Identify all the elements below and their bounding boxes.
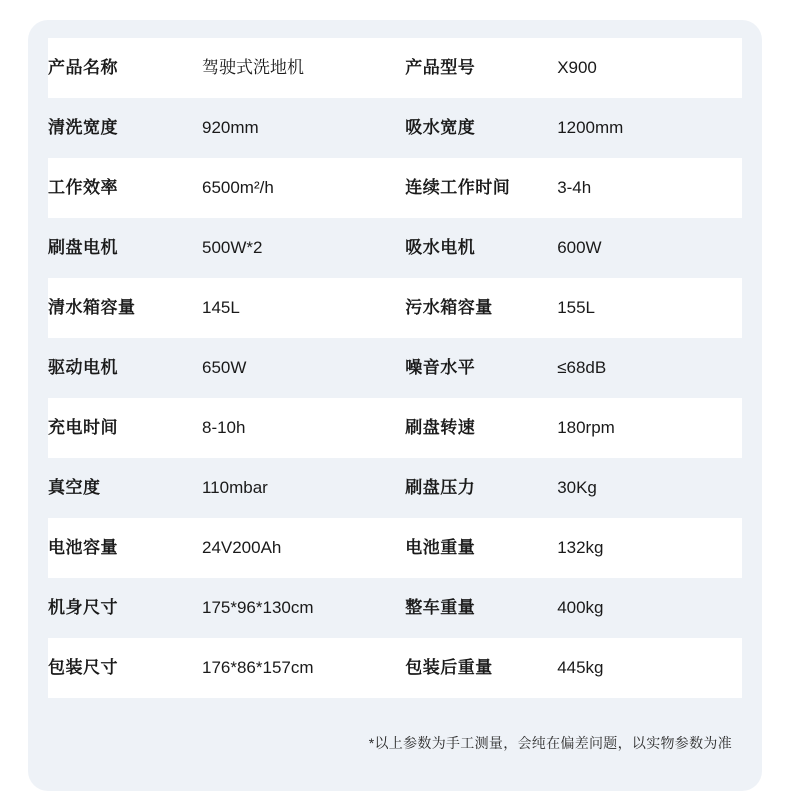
spec-value: 180rpm: [557, 417, 615, 437]
table-row: [48, 38, 742, 98]
footnote-text: *以上参数为手工测量，会纯在偏差问题，以实物参数为准: [368, 735, 732, 751]
spec-label: 充电时间: [48, 417, 118, 437]
specification-card: [28, 20, 762, 791]
table-row: [48, 218, 742, 278]
spec-value: 110mbar: [201, 477, 268, 497]
table-row: [48, 98, 742, 158]
spec-value: 6500m²/h: [201, 177, 274, 197]
spec-label: 连续工作时间: [405, 177, 511, 197]
spec-value: 驾驶式洗地机: [201, 57, 304, 77]
spec-label: 产品型号: [405, 57, 476, 77]
spec-value: 176*86*157cm: [201, 657, 314, 677]
spec-label: 吸水电机: [405, 237, 476, 257]
spec-label: 电池容量: [48, 537, 118, 557]
spec-label: 噪音水平: [405, 357, 476, 377]
spec-value: 500W*2: [201, 237, 263, 257]
spec-value: 3-4h: [557, 177, 592, 197]
spec-value: 920mm: [201, 117, 259, 137]
table-row: [48, 338, 742, 398]
spec-value: 145L: [201, 297, 240, 317]
spec-value: 445kg: [557, 657, 604, 677]
spec-label: 机身尺寸: [48, 597, 118, 617]
spec-label: 真空度: [48, 477, 101, 497]
spec-label: 驱动电机: [48, 357, 118, 377]
table-row: [48, 638, 742, 698]
spec-label: 整车重量: [405, 597, 476, 617]
spec-label: 工作效率: [48, 177, 118, 197]
spec-value: 155L: [557, 297, 596, 317]
table-row: [48, 458, 742, 518]
spec-value: 400kg: [557, 597, 604, 617]
table-row: [48, 518, 742, 578]
spec-value: 1200mm: [557, 117, 624, 137]
spec-label: 刷盘电机: [48, 237, 118, 257]
spec-value: 30Kg: [557, 477, 597, 497]
spec-label: 刷盘转速: [405, 417, 476, 437]
spec-value: 132kg: [557, 537, 604, 557]
spec-value: ≤68dB: [557, 357, 607, 377]
spec-value: 175*96*130cm: [201, 597, 314, 617]
spec-label: 吸水宽度: [405, 117, 476, 137]
spec-label: 清洗宽度: [48, 117, 118, 137]
spec-value: 24V200Ah: [201, 537, 282, 557]
spec-value: 8-10h: [201, 417, 246, 437]
spec-label: 污水箱容量: [405, 297, 493, 317]
spec-label: 清水箱容量: [48, 297, 136, 317]
spec-label: 产品名称: [48, 57, 118, 77]
spec-label: 包装后重量: [405, 657, 493, 677]
table-row: [48, 158, 742, 218]
spec-label: 电池重量: [405, 537, 476, 557]
spec-label: 包装尺寸: [48, 657, 118, 677]
spec-value: 650W: [201, 357, 247, 377]
specification-table-body: [48, 38, 742, 698]
spec-value: X900: [557, 57, 597, 77]
table-row: [48, 398, 742, 458]
specification-table: [48, 38, 742, 698]
spec-label: 刷盘压力: [405, 477, 476, 497]
table-row: [48, 278, 742, 338]
spec-value: 600W: [557, 237, 602, 257]
table-row: [48, 578, 742, 638]
